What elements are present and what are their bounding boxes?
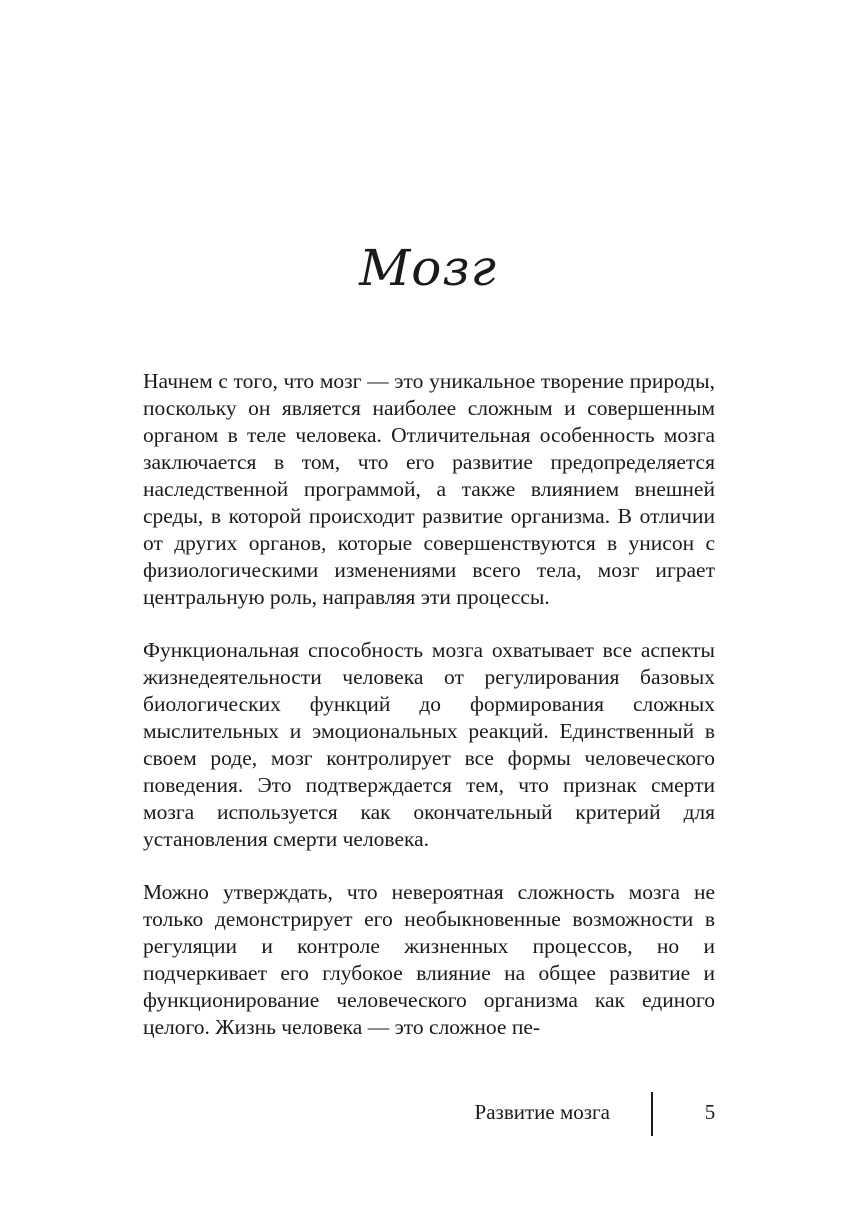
page-footer xyxy=(0,1092,856,1136)
page-number: 5 xyxy=(704,1100,716,1124)
body-text xyxy=(143,368,715,1067)
chapter-title: Мозг xyxy=(359,239,497,297)
paragraph-1: Начнем с того, что мозг — это уникальное творение природы, поскольку он является наиболее сложным и совершенным органом в теле человека. Отличительная особенность мозга заключается в том, что его развитие предопределяется наследственной программой, а также влиянием внешней среды, в которой происходит развитие организма. В отличии от других органов, которые совершенствуются в унисон с физиологическими изменениями всего тела, мозг играет центральную роль, направляя эти процессы. xyxy=(143,369,715,609)
running-head: Развитие мозга xyxy=(474,1100,610,1124)
footer-divider xyxy=(651,1092,653,1136)
paragraph-3: Можно утверждать, что невероятная сложность мозга не только демонстрирует его необыкновенные возможности в регуляции и контроле жизненных процессов, но и подчеркивает его глубокое влияние на общее развитие и функционирование человеческого организма как единого целого. Жизнь человека — это сложное пе- xyxy=(143,880,715,1039)
paragraph-2: Функциональная способность мозга охватывает все аспекты жизнедеятельности человека от регулирования базовых биологических функций до формирования сложных мыслительных и эмоциональных реакций. Единственный в своем роде, мозг контролирует все формы человеческого поведения. Это подтверждается тем, что признак смерти мозга используется как окончательный критерий для установления смерти человека. xyxy=(143,638,715,851)
